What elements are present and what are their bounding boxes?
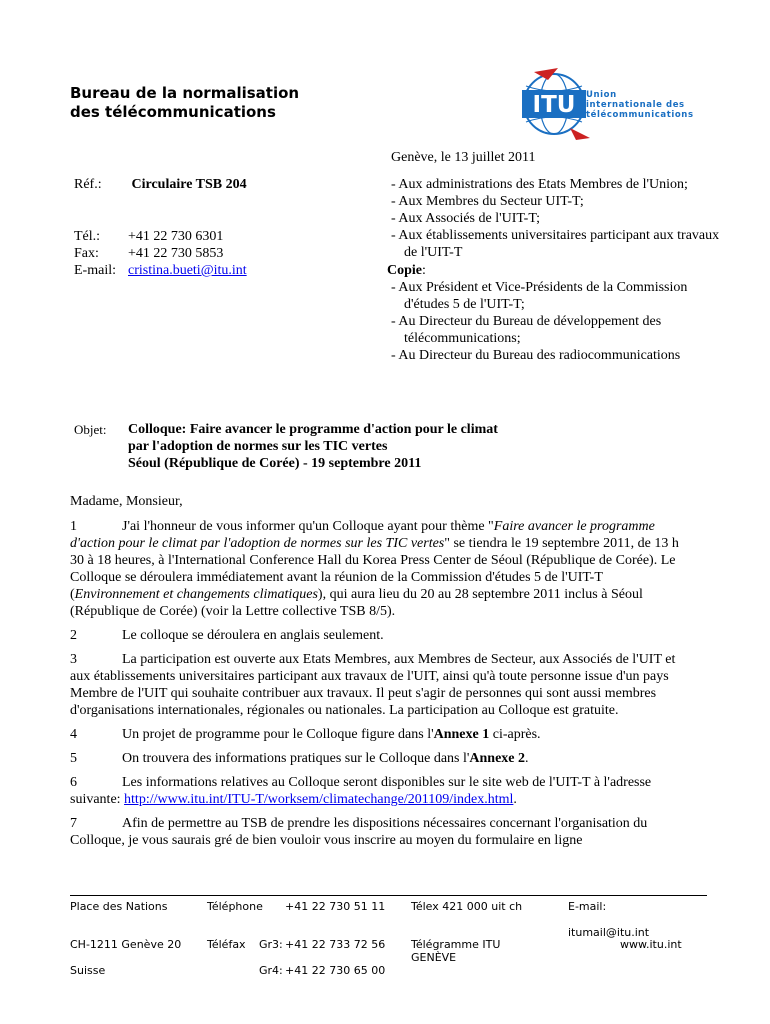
org-title-line2: des télécommunications <box>70 103 276 121</box>
paragraph-5 <box>70 750 690 767</box>
paragraph-text: On trouvera des informations pratiques sur le Colloque dans l' <box>122 751 470 766</box>
study-group-title: Environnement et changements climatiques <box>74 587 318 602</box>
copy-heading: Copie: <box>387 263 426 278</box>
footer-fax-label: Téléfax <box>207 938 246 951</box>
letter-body <box>70 518 690 856</box>
subject-line2: par l'adoption de normes sur les TIC vertes <box>128 439 388 454</box>
copy-item: - Au Directeur du Bureau de développement des télécommunications; <box>391 313 721 347</box>
footer-address-line3: Suisse <box>70 964 106 977</box>
footer-divider <box>70 895 707 896</box>
paragraph-number: 2 <box>70 628 77 643</box>
footer-email-label: E-mail: <box>568 900 607 913</box>
annex-reference: Annexe 2 <box>469 751 526 766</box>
tel-value: +41 22 730 6301 <box>128 229 224 244</box>
copy-list <box>391 279 721 364</box>
footer-gr4-label: Gr4: <box>259 964 283 977</box>
footer-address-line1: Place des Nations <box>70 900 168 913</box>
paragraph-text: . <box>525 751 529 766</box>
tel-label: Tél.: <box>74 229 101 244</box>
footer-phone-value: +41 22 730 51 11 <box>285 900 386 913</box>
subject-label: Objet: <box>74 422 107 437</box>
recipient-item: - Aux établissements universitaires participant aux travaux de l'UIT-T <box>391 227 721 261</box>
paragraph-text: ci-après. <box>489 727 541 742</box>
paragraph-text: ), qui aura lieu du 20 au 28 septembre 2011 inclus à Séoul (République de Corée) (voir la Lettre collective TSB 8/5). <box>70 587 643 619</box>
copy-label: Copie <box>387 263 422 278</box>
paragraph-4 <box>70 726 690 743</box>
paragraph-1 <box>70 518 690 620</box>
paragraph-text: . <box>513 792 517 807</box>
footer-gr3-value: +41 22 733 72 56 <box>285 938 386 951</box>
recipient-item: - Aux Associés de l'UIT-T; <box>391 210 721 227</box>
footer-gr4-value: +41 22 730 65 00 <box>285 964 386 977</box>
paragraph-number: 7 <box>70 816 77 831</box>
logo-wordmark <box>586 90 694 120</box>
logo-acronym: ITU <box>532 92 576 118</box>
paragraph-text: Le colloque se déroulera en anglais seulement. <box>122 628 384 643</box>
paragraph-3 <box>70 651 690 719</box>
footer-telegram-line1: Télégramme ITU <box>411 938 501 951</box>
footer-telex: Télex 421 000 uit ch <box>411 900 523 913</box>
email-label: E-mail: <box>74 263 116 278</box>
subject-line3: Séoul (République de Corée) - 19 septembre 2011 <box>128 456 422 471</box>
paragraph-text: " se tiendra le 19 septembre 2011, de 13 h 30 à 18 heures, à l'International Conference Hall du Korea Press Center de Séoul (République de Corée). Le Colloque se déroulera immédiatement avant la réunion de la Commission d'études 5 de l'UIT-T ( <box>70 536 679 602</box>
event-website-link[interactable]: http://www.itu.int/ITU-T/worksem/climatechange/201109/index.html <box>124 792 514 807</box>
organization-title <box>70 84 299 122</box>
paragraph-text: Un projet de programme pour le Colloque figure dans l' <box>122 727 434 742</box>
paragraph-text: La participation est ouverte aux Etats Membres, aux Membres de Secteur, aux Associés de l'UIT et aux établissements universitaires participant aux travaux de l'UIT, ainsi qu'à toute personne issue d'un pays Membre de l'UIT qui souhaite contribuer aux travaux. Il peut s'agir de personnes qui sont aussi membres d'organisations internationales, régionales ou nationales. La participation au Colloque est gratuite. <box>70 652 676 718</box>
contact-block <box>74 228 247 279</box>
paragraph-text: Afin de permettre au TSB de prendre les dispositions nécessaires concernant l'organisation du Colloque, je vous saurais gré de bien vouloir vous inscrire au moyen du formulaire en ligne <box>70 816 648 848</box>
logo-line2: internationale des <box>586 100 685 110</box>
logo-line1: Union <box>586 90 617 100</box>
footer-address-line2: CH-1211 Genève 20 <box>70 938 182 951</box>
paragraph-number: 3 <box>70 652 77 667</box>
contact-email-link[interactable]: cristina.bueti@itu.int <box>128 263 247 278</box>
footer-telegram-line2: GENÈVE <box>411 951 457 964</box>
letter-date: Genève, le 13 juillet 2011 <box>391 150 536 165</box>
paragraph-2 <box>70 627 690 644</box>
paragraph-text: Les informations relatives au Colloque seront disponibles sur le site web de l'UIT-T à l'adresse suivante: <box>70 775 652 807</box>
recipients-block <box>387 176 721 364</box>
paragraph-number: 6 <box>70 775 77 790</box>
org-title-line1: Bureau de la normalisation <box>70 84 300 102</box>
paragraph-text: J'ai l'honneur de vous informer qu'un Colloque ayant pour thème " <box>122 519 494 534</box>
reference-line <box>74 176 247 193</box>
footer-email-value[interactable]: itumail@itu.int <box>568 926 650 939</box>
salutation: Madame, Monsieur, <box>70 494 183 509</box>
logo-line3: télécommunications <box>586 110 694 120</box>
colloquium-theme: Faire avancer le programme d'action pour le climat par l'adoption de normes sur les TIC vertes <box>70 519 655 551</box>
footer-gr3-label: Gr3: <box>259 938 283 951</box>
footer-phone-label: Téléphone <box>207 900 263 913</box>
recipient-item: - Aux Membres du Secteur UIT-T; <box>391 193 721 210</box>
annex-reference: Annexe 1 <box>433 727 490 742</box>
fax-value: +41 22 730 5853 <box>128 246 224 261</box>
subject-line1: Colloque: Faire avancer le programme d'action pour le climat <box>128 422 498 437</box>
ref-label: Réf.: <box>74 177 102 192</box>
recipient-list <box>391 176 721 261</box>
recipient-item: - Aux administrations des Etats Membres de l'Union; <box>391 176 721 193</box>
subject <box>128 421 568 472</box>
fax-label: Fax: <box>74 246 99 261</box>
copy-item: - Aux Président et Vice-Présidents de la Commission d'études 5 de l'UIT-T; <box>391 279 721 313</box>
paragraph-number: 5 <box>70 751 77 766</box>
paragraph-number: 1 <box>70 519 77 534</box>
paragraph-6 <box>70 774 690 808</box>
paragraph-number: 4 <box>70 727 77 742</box>
copy-item: - Au Directeur du Bureau des radiocommunications <box>391 347 721 364</box>
ref-value: Circulaire TSB 204 <box>131 177 247 192</box>
footer-website[interactable]: www.itu.int <box>620 938 682 951</box>
paragraph-7 <box>70 815 690 849</box>
